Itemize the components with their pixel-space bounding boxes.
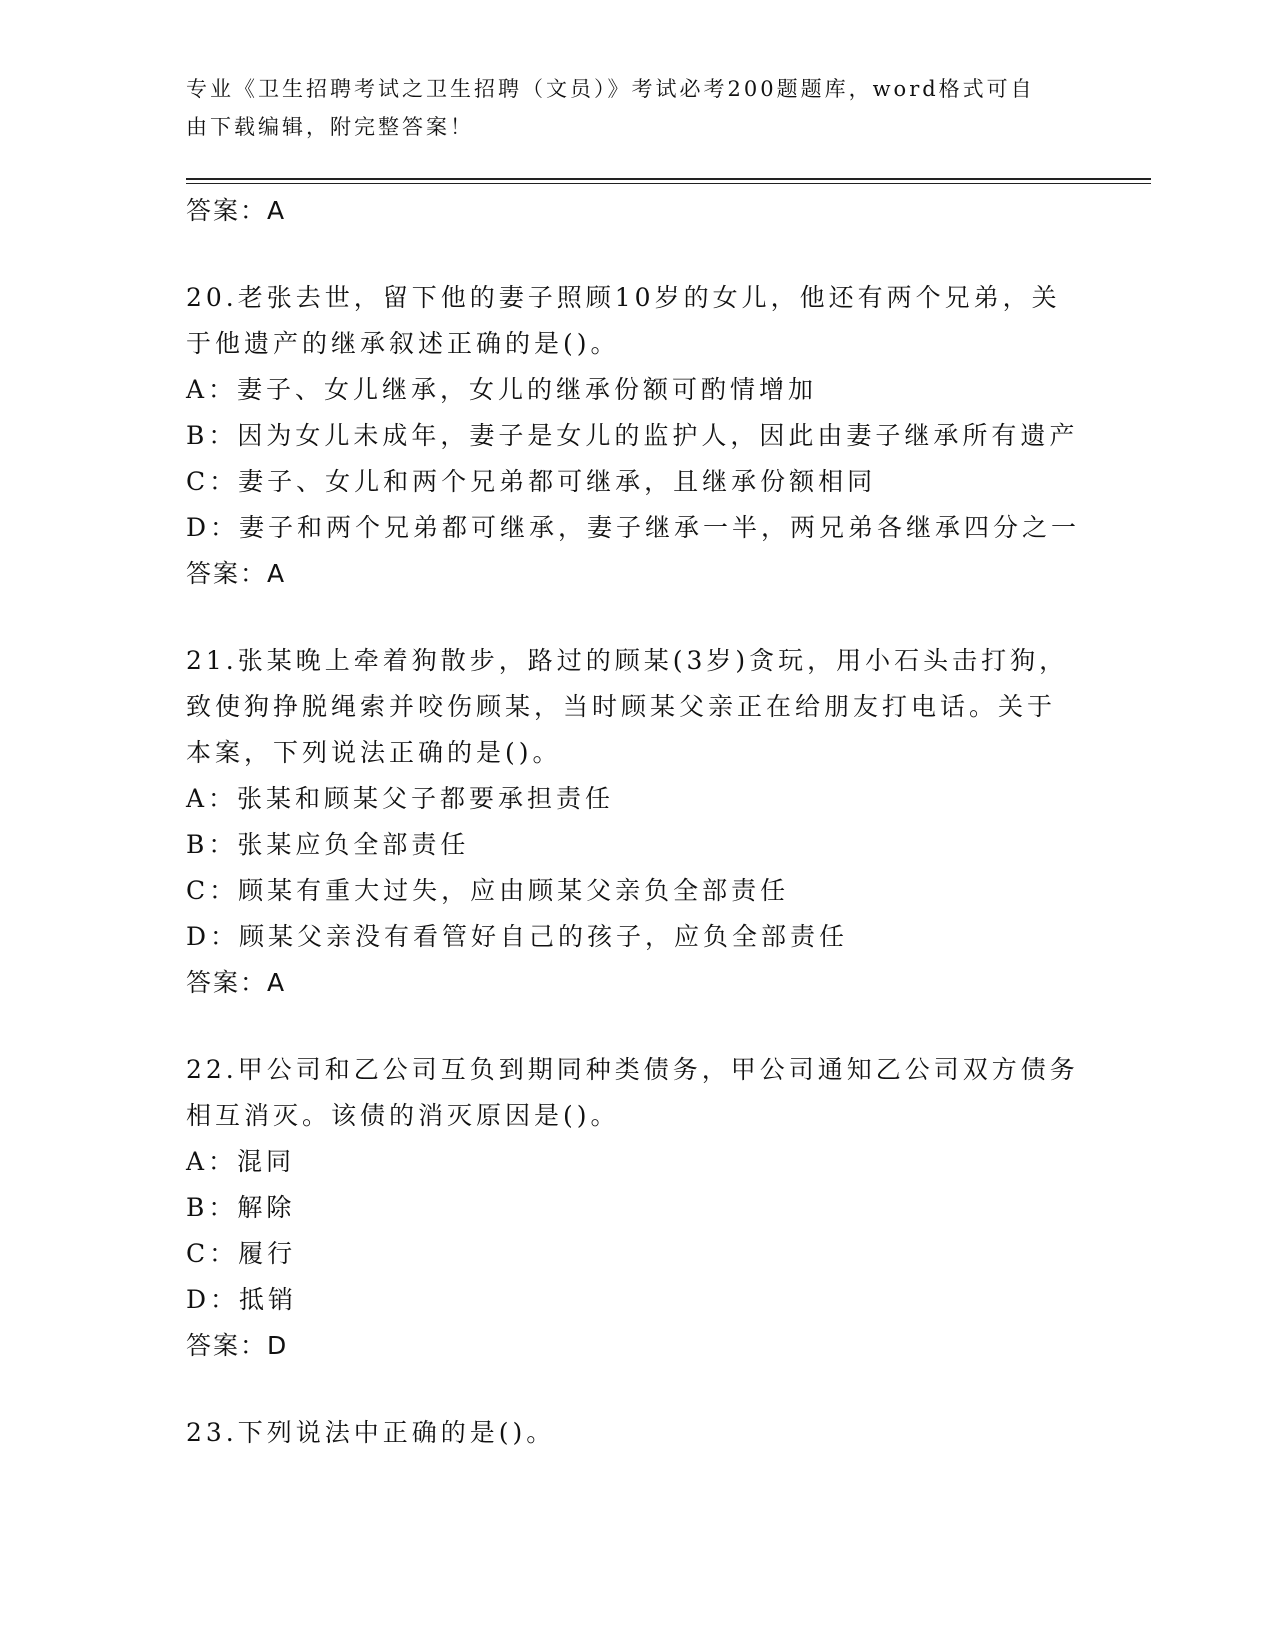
question-stem-line: 23.下列说法中正确的是()。: [186, 1418, 556, 1447]
question-stem-line: 22.甲公司和乙公司互负到期同种类债务，甲公司通知乙公司双方债务: [186, 1055, 1079, 1084]
answer-line: 答案：D: [186, 1331, 289, 1360]
spacer: [186, 234, 1146, 275]
option-d: D：顾某父亲没有看管好自己的孩子，应负全部责任: [186, 922, 849, 951]
question-stem-line: 相互消灭。该债的消灭原因是()。: [186, 1101, 620, 1130]
header-divider-thick: [186, 178, 1151, 180]
document-header: [186, 70, 1086, 146]
option-c: C：履行: [186, 1239, 297, 1268]
option-b: B：张某应负全部责任: [186, 830, 470, 859]
question-stem-line: 于他遗产的继承叙述正确的是()。: [186, 329, 620, 358]
option-a: A：张某和顾某父子都要承担责任: [186, 784, 615, 813]
spacer: [186, 597, 1146, 638]
answer-line: 答案：A: [186, 968, 287, 997]
question-block: [186, 638, 1146, 1006]
question-block: [186, 1047, 1146, 1369]
spacer: [186, 1369, 1146, 1410]
answer-line: 答案：A: [186, 559, 287, 588]
question-stem-line: 20.老张去世，留下他的妻子照顾10岁的女儿，他还有两个兄弟，关: [186, 283, 1061, 312]
option-a: A：妻子、女儿继承，女儿的继承份额可酌情增加: [186, 375, 818, 404]
option-c: C：妻子、女儿和两个兄弟都可继承，且继承份额相同: [186, 467, 877, 496]
option-b: B：解除: [186, 1193, 296, 1222]
header-line-2: 由下载编辑，附完整答案！: [186, 115, 474, 139]
header-line-1: 专业《卫生招聘考试之卫生招聘（文员）》考试必考200题题库，word格式可自: [186, 77, 1035, 101]
header-divider-thin: [186, 183, 1151, 184]
document-body: [186, 188, 1146, 1456]
option-a: A：混同: [186, 1147, 296, 1176]
option-b: B：因为女儿未成年，妻子是女儿的监护人，因此由妻子继承所有遗产: [186, 421, 1079, 450]
option-d: D：抵销: [186, 1285, 298, 1314]
question-block: [186, 1410, 1146, 1456]
question-stem-line: 本案，下列说法正确的是()。: [186, 738, 562, 767]
answer-line: 答案：A: [186, 196, 287, 225]
question-block: [186, 275, 1146, 597]
question-stem-line: 致使狗挣脱绳索并咬伤顾某，当时顾某父亲正在给朋友打电话。关于: [186, 692, 1057, 721]
option-c: C：顾某有重大过失，应由顾某父亲负全部责任: [186, 876, 790, 905]
spacer: [186, 1006, 1146, 1047]
option-d: D：妻子和两个兄弟都可继承，妻子继承一半，两兄弟各继承四分之一: [186, 513, 1081, 542]
question-stem-line: 21.张某晚上牵着狗散步，路过的顾某(3岁)贪玩，用小石头击打狗，: [186, 646, 1069, 675]
